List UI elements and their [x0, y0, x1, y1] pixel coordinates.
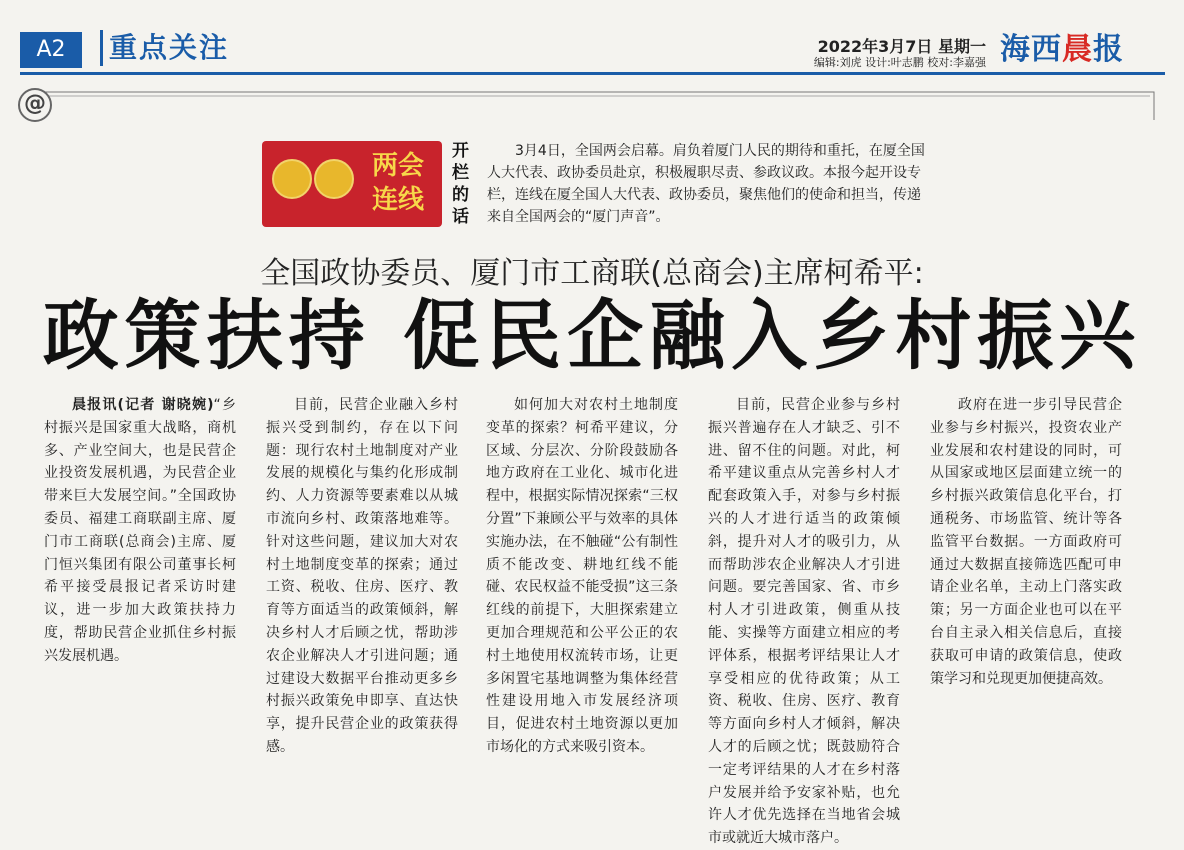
page-number-tag: A2 [20, 32, 82, 68]
banner-line-1: 两会 [371, 151, 424, 181]
masthead-left: 海西 [1000, 32, 1062, 67]
issue-date: 2022年3月7日 星期一 [817, 37, 986, 56]
header-rule [20, 72, 1165, 75]
masthead-mid: 晨 [1062, 32, 1093, 67]
page-header [0, 0, 1184, 84]
article-column-3 [486, 394, 678, 759]
masthead-logo [1000, 30, 1165, 72]
column-opening-label: 开栏的话 [452, 141, 469, 227]
cppcc-emblem-icon [314, 159, 354, 199]
staff-credits: 编辑:刘虎 设计:叶志鹏 校对:李嘉强 [813, 56, 986, 69]
paragraph-4: 目前，民营企业参与乡村振兴普遍存在人才缺乏、引不进、留不住的问题。对此，柯希平建议重点从完善乡村人才配套政策入手，对参与乡村振兴的人才进行适当的政策倾斜，提升对人才的吸引力，从而帮助涉农企业解决人才引进问题。要完善国家、省、市乡村人才引进政策，侧重从技能、实操等方面建立相应的考评体系，根据考评结果让人才享受相应的优待政策；从工资、税收、住房、医疗、教育等方面向乡村人才倾斜，解决人才的后顾之忧；既鼓励符合一定考评结果的人才在乡村落户发展并给予安家补贴，也允许人才优先选择在当地省会城市或就近大城市落户。 [708, 397, 900, 847]
paragraph-5: 政府在进一步引导民营企业参与乡村振兴，投资农业产业发展和农村建设的同时，可从国家或地区层面建立统一的乡村振兴政策信息化平台，打通税务、市场监管、统计等各监管平台数据。一方面政府可通过大数据直接筛选匹配可申请企业名单，主动上门落实政策；另一方面企业也可以在平台自主录入相关信息后，直接获取可申请的政策信息，使政策学习和兑现更加便捷高效。 [930, 397, 1122, 687]
section-title: 重点关注 [100, 30, 229, 66]
article-column-1 [44, 394, 236, 668]
paragraph-3: 如何加大对农村土地制度变革的探索？柯希平建议，分区域、分层次、分阶段鼓励各地方政府在工业化、城市化进程中，根据实际情况探索“三权分置”下兼顾公平与效率的具体实施办法，在不触碰“公有制性质不能改变、耕地红线不能碰、农民权益不能受损”这三条红线的前提下，大胆探索建立更加合理规范和公平公正的农村土地使用权流转市场，让更多闲置宅基地调整为集体经营性建设用地入市发展经济项目，促进农村土地资源以更加市场化的方式来吸引资本。 [486, 397, 678, 755]
banner-line-2: 连线 [371, 185, 424, 215]
column-intro: 3月4日，全国两会启幕。肩负着厦门人民的期待和重托，在厦全国人大代表、政协委员赴京，积极履职尽责、参政议政。本报今起开设专栏，连线在厦全国人大代表、政协委员，聚焦他们的使命和担当，传递来自全国两会的“厦门声音”。 [487, 143, 925, 225]
article-kicker: 全国政协委员、厦门市工商联(总商会)主席柯希平: [260, 256, 924, 291]
byline: 晨报讯(记者 谢晓婉) [72, 397, 214, 413]
at-band [14, 86, 1164, 120]
article-headline: 政策扶持 促民企融入乡村振兴 [42, 291, 1142, 380]
paragraph-2: 目前，民营企业融入乡村振兴受到制约，存在以下问题：现行农村土地制度对产业发展的规模化与集约化形成制约、人力资源等要素难以从城市流向乡村、政策落地难等。针对这些问题，建议加大对农村土地制度变革的探索；通过工资、税收、住房、医疗、教育等方面适当的政策倾斜，解决乡村人才后顾之忧，帮助涉农企业解决人才引进问题；通过建设大数据平台推动更多乡村振兴政策免申即享、直达快享，提升民营企业的政策获得感。 [266, 397, 458, 755]
article-column-2 [266, 394, 458, 759]
article-column-4 [708, 394, 900, 850]
at-sign-icon: @ [18, 88, 52, 122]
band-outline [14, 86, 1164, 120]
national-emblem-icon [272, 159, 312, 199]
banner-label [358, 149, 438, 217]
masthead-right: 报 [1093, 32, 1124, 67]
paragraph-1: “乡村振兴是国家重大战略，商机多、产业空间大，也是民营企业投资发展机遇，为民营企业带来巨大发展空间。”全国政协委员、福建工商联副主席、厦门市工商联(总商会)主席、厦门恒兴集团有限公司董事长柯希平接受晨报记者采访时建议，进一步加大政策扶持力度，帮助民营企业抓住乡村振兴发展机遇。 [44, 397, 236, 664]
column-banner [262, 141, 442, 227]
article-column-5 [930, 394, 1122, 690]
